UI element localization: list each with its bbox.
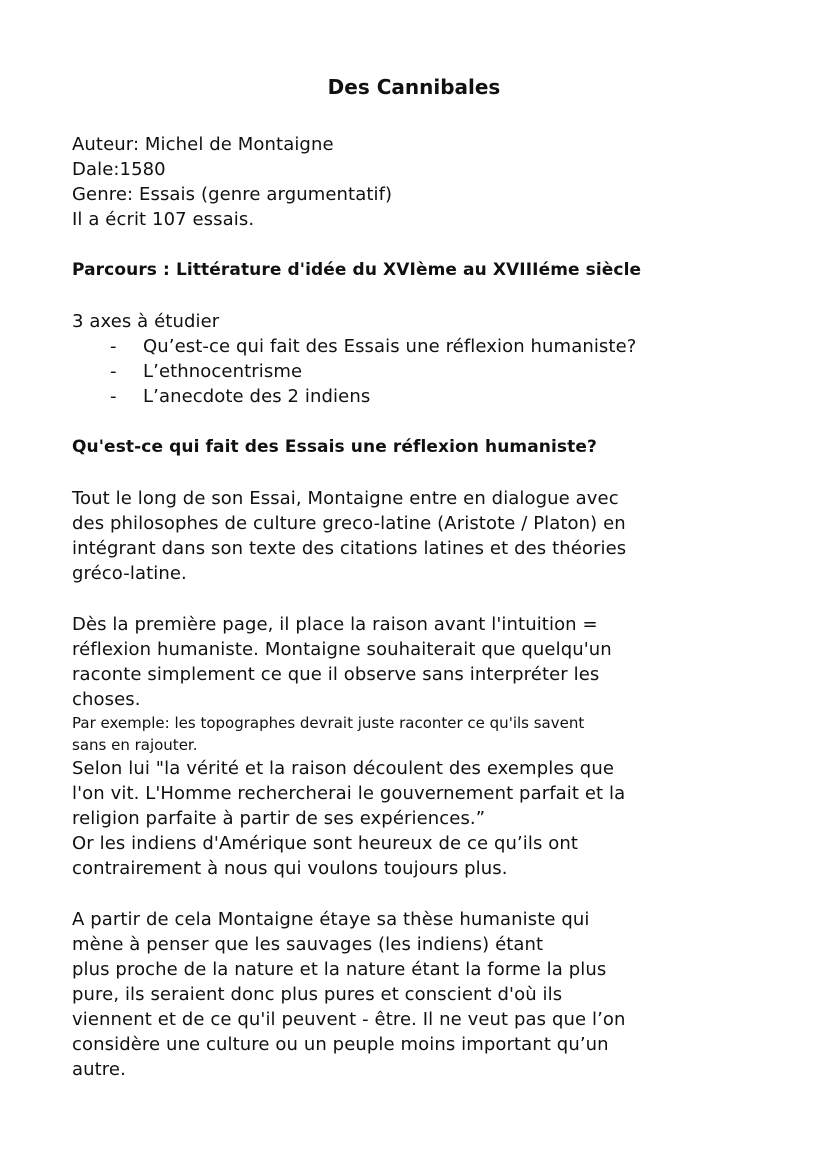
text-line: l'on vit. L'Homme rechercherai le gouvernement parfait et la xyxy=(72,783,626,804)
text-line: Tout le long de son Essai, Montaigne entre en dialogue avec xyxy=(72,488,619,509)
text-line: choses. xyxy=(72,689,141,710)
date-line: Dale:1580 xyxy=(72,159,166,180)
text-line: viennent et de ce qu'il peuvent - être. Il ne veut pas que l’on xyxy=(72,1009,626,1030)
text-line: intégrant dans son texte des citations latines et des théories xyxy=(72,538,627,559)
genre-line: Genre: Essais (genre argumentatif) xyxy=(72,184,393,205)
text-line: raconte simplement ce que il observe sans interpréter les xyxy=(72,664,600,685)
text-line: des philosophes de culture greco-latine (Aristote / Platon) en xyxy=(72,513,626,534)
text-line: mène à penser que les sauvages (les indiens) étant xyxy=(72,934,544,955)
axis-item xyxy=(72,384,772,409)
axis-item-text: Qu’est-ce qui fait des Essais une réflexion humaniste? xyxy=(143,336,637,357)
text-line: Or les indiens d'Amérique sont heureux de ce qu’ils ont xyxy=(72,833,579,854)
text-line: autre. xyxy=(72,1059,126,1080)
text-line: contrairement à nous qui voulons toujours plus. xyxy=(72,858,508,879)
axis-item-text: L’ethnocentrisme xyxy=(143,361,303,382)
example-line: sans en rajouter. xyxy=(72,736,198,754)
parcours-heading: Parcours : Littérature d'idée du XVIème au XVIIIéme siècle xyxy=(72,260,642,280)
text-line: religion parfaite à partir de ses expériences.” xyxy=(72,808,486,829)
text-line: considère une culture ou un peuple moins important qu’un xyxy=(72,1034,609,1055)
text-line: gréco-latine. xyxy=(72,563,187,584)
essay-count-line: Il a écrit 107 essais. xyxy=(72,209,255,230)
paragraph-2 xyxy=(72,612,772,881)
axis-item xyxy=(72,334,772,359)
section-heading: Qu'est-ce qui fait des Essais une réflexion humaniste? xyxy=(72,437,597,457)
axes-intro: 3 axes à étudier xyxy=(72,311,220,332)
bullet-dash: - xyxy=(110,336,117,357)
text-line: pure, ils seraient donc plus pures et conscient d'où ils xyxy=(72,984,563,1005)
text-line: Dès la première page, il place la raison avant l'intuition = xyxy=(72,614,598,635)
paragraph-1 xyxy=(72,486,772,586)
text-line: A partir de cela Montaigne étaye sa thèse humaniste qui xyxy=(72,909,590,930)
document-title: Des Cannibales xyxy=(327,75,501,99)
bullet-dash: - xyxy=(110,361,117,382)
bullet-dash: - xyxy=(110,386,117,407)
text-line: réflexion humaniste. Montaigne souhaiterait que quelqu'un xyxy=(72,639,612,660)
paragraph-4 xyxy=(72,907,772,1082)
axis-item xyxy=(72,359,772,384)
example-line: Par exemple: les topographes devrait juste raconter ce qu'ils savent xyxy=(72,714,585,732)
text-line: Selon lui "la vérité et la raison découlent des exemples que xyxy=(72,758,615,779)
author-line: Auteur: Michel de Montaigne xyxy=(72,134,334,155)
document-body xyxy=(72,132,772,1082)
text-line: plus proche de la nature et la nature étant la forme la plus xyxy=(72,959,607,980)
axis-item-text: L’anecdote des 2 indiens xyxy=(143,386,371,407)
